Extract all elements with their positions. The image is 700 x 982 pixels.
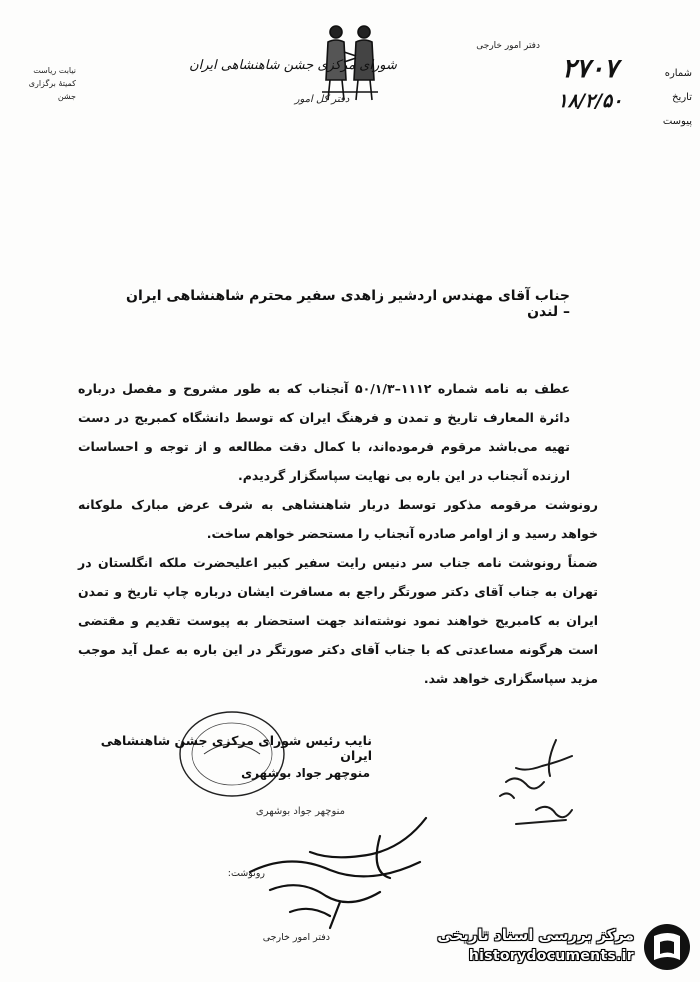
note-line: نیابت ریاست: [33, 66, 76, 75]
note-line: کمیتهٔ برگزاری: [28, 79, 76, 88]
paragraph: ضمناً رونوشت نامه جناب سر دنیس رایت سفیر کبیر اعلیحضرت ملکه انگلستان در تهران به جناب آقای دکتر صورتگر راجع به مسافرت ایشان درباره چاپ تاریخ و تمدن ایران به کامبریج خواهند نمود نوشته‌اند جهت استحضار به پیوست تقدیم و مقتضی است هرگونه مساعدتی که با جناب آقای دکتر صورتگر در این باره به عمل آید موجب مزید سپاسگزاری خواهد شد.: [78, 555, 598, 686]
paragraph: عطف به نامه شماره ۱۱۱۲–۵۰/۱/۳ آنجناب که به طور مشروح و مفصل درباره دائرة المعارف تاریخ و تمدن و فرهنگ ایران که توسط دانشگاه کمبریج در دست تهیه می‌باشد مرقوم فرموده‌اند، با کمال دقت مطالعه و از توجه و احساسات ارزنده آنجناب در این باره بی نهایت سپاسگزار گردیدم.: [78, 381, 570, 483]
addressee: جناب آقای مهندس اردشیر زاهدی سفیر محترم شاهنشاهی ایران – لندن: [126, 288, 570, 320]
signature-scrawl: [230, 812, 450, 932]
letter-number: ۲۷۰۷: [562, 54, 618, 84]
signatory-name-copy: منوچهر جواد بوشهری: [255, 806, 345, 817]
meta-values: [530, 52, 650, 116]
signatory-title: نایب رئیس شورای مرکزی جشن شاهنشاهی ایران: [100, 733, 372, 763]
top-left-notes: [6, 64, 76, 103]
archive-logo-icon: [642, 922, 692, 972]
watermark: [418, 920, 694, 972]
label-date: تاریخ: [672, 92, 692, 103]
signatory-name: منوچهر جواد بوشهری: [241, 766, 370, 780]
label-number: شماره: [664, 68, 692, 79]
paragraph: رونوشت مرقومه مذکور توسط دربار شاهنشاهی به شرف عرض مبارک ملوکانه خواهد رسید و از اوامر صادره آنجناب را مستحضر خواهم ساخت.: [78, 497, 598, 541]
copy-to-label: رونوشت:: [227, 868, 265, 879]
note-line: جشن: [57, 92, 76, 101]
handwritten-annotation: [486, 732, 586, 832]
org-name: شورای مرکزی جشن شاهنشاهی ایران: [189, 58, 397, 73]
label-attachment: پیوست: [662, 116, 692, 127]
watermark-url: historydocuments.ir: [468, 948, 634, 964]
org-sub: دفتر کل امور: [294, 94, 350, 105]
meta-labels: [652, 62, 692, 134]
letter-body: [78, 374, 598, 693]
office-bottom: دفتر امور خارجی: [262, 932, 330, 943]
office-label: دفتر امور خارجی: [476, 41, 540, 51]
letter-date: ۱۸/۲/۵۰: [557, 90, 623, 112]
watermark-title: مرکز بررسی اسناد تاریخی: [437, 926, 634, 944]
